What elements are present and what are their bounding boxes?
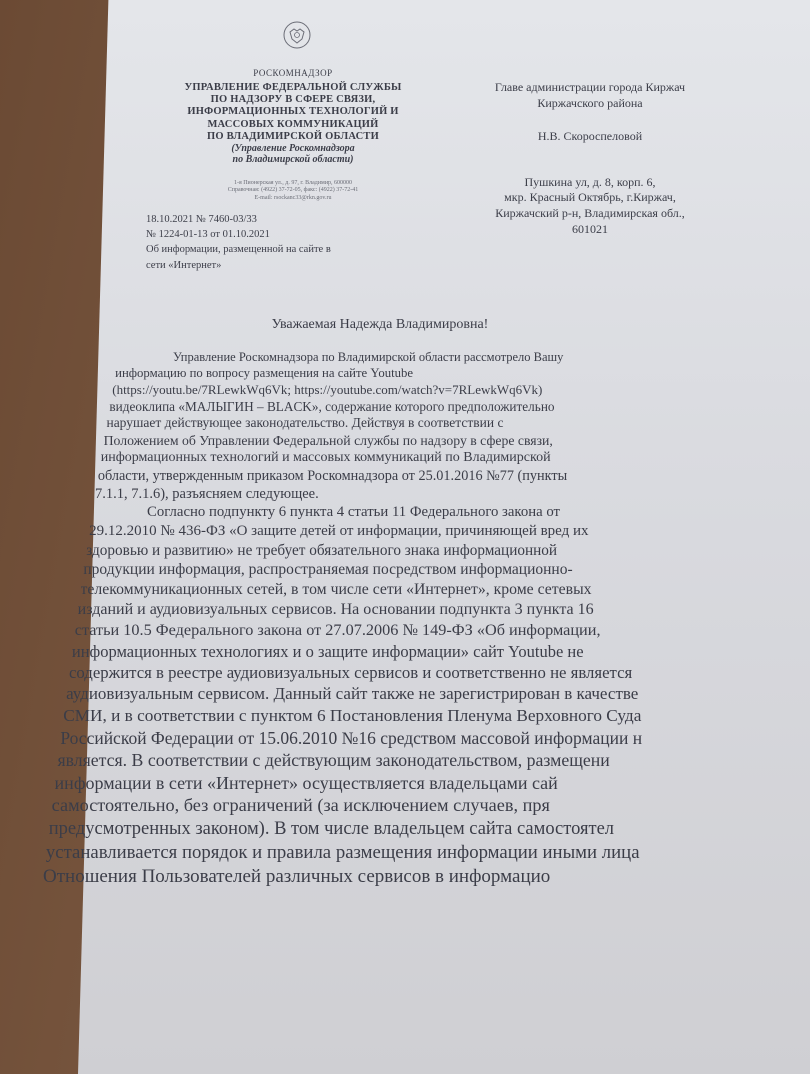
org-line: ПО НАДЗОРУ В СФЕРЕ СВЯЗИ,: [210, 94, 376, 106]
letterhead: [148, 68, 438, 203]
addressee-address: Киржачский р-н, Владимирская обл.,: [495, 205, 685, 220]
org-sub-line: по Владимирской области): [232, 154, 354, 166]
coat-of-arms-icon: [282, 20, 312, 50]
body-line: информационных технологий и массовых коммуникаций по Владимирской: [100, 450, 551, 465]
addressee-name: Н.В. Скороспеловой: [537, 129, 643, 144]
org-line: ПО ВЛАДИМИРСКОЙ ОБЛАСТИ: [207, 130, 379, 142]
body-line: самостоятельно, без ограничений (за исключением случаев, пря: [51, 795, 550, 816]
body-line: является. В соответствии с действующим законодательством, размещени: [57, 750, 610, 771]
addressee-address: Пушкина ул, д. 8, корп. 6,: [524, 174, 656, 189]
contact-line: 1-я Пионерская ул., д. 97, г. Владимир, 600000: [233, 179, 353, 186]
org-sub-line: (Управление Роскомнадзора: [231, 142, 355, 154]
body-line: (https://youtu.be/7RLewkWq6Vk; https://youtube.com/watch?v=7RLewkWq6Vk): [112, 382, 543, 398]
body-line: видеоклипа «МАЛЫГИН – BLACK», содержание которого предположительно: [109, 398, 555, 414]
body-line: аудиовизуальным сервисом. Данный сайт также не зарегистрирован в качестве: [66, 684, 639, 704]
subject-line: Об информации, размещенной на сайте в: [146, 244, 331, 256]
body-line: 29.12.2010 № 436-ФЗ «О защите детей от информации, причиняющей вред их: [89, 523, 589, 540]
body-line: телекоммуникационных сетей, в том числе сети «Интернет», кроме сетевых: [80, 581, 592, 599]
body-line: Отношения Пользователей различных сервисов в информацио: [43, 865, 551, 887]
body-line: здоровью и развитию» не требует обязательного знака информационной: [86, 542, 558, 560]
outgoing-number: 18.10.2021 № 7460-03/33: [146, 214, 257, 225]
salutation: Уважаемая Надежда Владимировна!: [271, 317, 489, 332]
body-line: информацию по вопросу размещения на сайте Youtube: [115, 365, 414, 380]
body-line: статьи 10.5 Федерального закона от 27.07.2006 № 149-ФЗ «Об информации,: [74, 621, 601, 640]
incoming-reference: № 1224-01-13 от 01.10.2021: [146, 229, 270, 241]
body-line: информационных технологиях и о защите информации» сайт Youtube не: [71, 642, 584, 662]
body-line: устанавливается порядок и правила размещения информации иными лица: [45, 842, 640, 864]
body-line: предусмотренных законом). В том числе владельцем сайта самостоятел: [48, 818, 615, 839]
body-line: 7.1.1, 7.1.6), разъясняем следующее.: [94, 485, 319, 502]
body-line: Положением об Управлении Федеральной службы по надзору в сфере связи,: [103, 432, 553, 448]
body-line: СМИ, и в соответствии с пунктом 6 Постановления Пленума Верховного Суда: [63, 705, 642, 725]
body-line: продукции информация, распространяемая посредством информационно-: [83, 561, 573, 579]
body-line: Российской Федерации от 15.06.2010 №16 средством массовой информации н: [60, 727, 643, 748]
body-line: области, утвержденным приказом Роскомнадзора от 25.01.2016 №77 (пункты: [97, 467, 568, 484]
addressee-title: Главе администрации города Киржач: [494, 80, 686, 94]
org-line: УПРАВЛЕНИЕ ФЕДЕРАЛЬНОЙ СЛУЖБЫ: [184, 82, 402, 94]
org-contacts: [148, 180, 438, 203]
body-line: содержится в реестре аудиовизуальных сервисов и соответственно не является: [68, 663, 633, 683]
body-line: информации в сети «Интернет» осуществляется владельцами сай: [54, 772, 558, 793]
addressee-title: Киржачского района: [537, 95, 643, 110]
org-line: ИНФОРМАЦИОННЫХ ТЕХНОЛОГИЙ И: [187, 106, 399, 118]
registration-block: [146, 212, 331, 273]
body-line: нарушает действующее законодательство. Действуя в соответствии с: [106, 415, 504, 431]
agency-name: РОСКОМНАДЗОР: [253, 68, 333, 78]
org-line: МАССОВЫХ КОММУНИКАЦИЙ: [207, 118, 379, 130]
addressee-address: 601021: [572, 221, 608, 236]
body-line: Согласно подпункту 6 пункта 4 статьи 11 Федерального закона от: [147, 504, 560, 521]
contact-line: Справочная: (4922) 37-72-05, факс: (4922) 37-72-41: [227, 187, 359, 194]
body-line: изданий и аудиовизуальных сервисов. На основании подпункта 3 пункта 16: [77, 601, 594, 619]
body-line: Управление Роскомнадзора по Владимирской области рассмотрело Вашу: [173, 350, 564, 364]
addressee-address: мкр. Красный Октябрь, г.Киржач,: [504, 190, 676, 205]
addressee-block: [430, 80, 750, 237]
subject-line: сети «Интернет»: [146, 259, 222, 271]
contact-line: E-mail: rsockanc33@rkn.gov.ru: [254, 195, 332, 202]
